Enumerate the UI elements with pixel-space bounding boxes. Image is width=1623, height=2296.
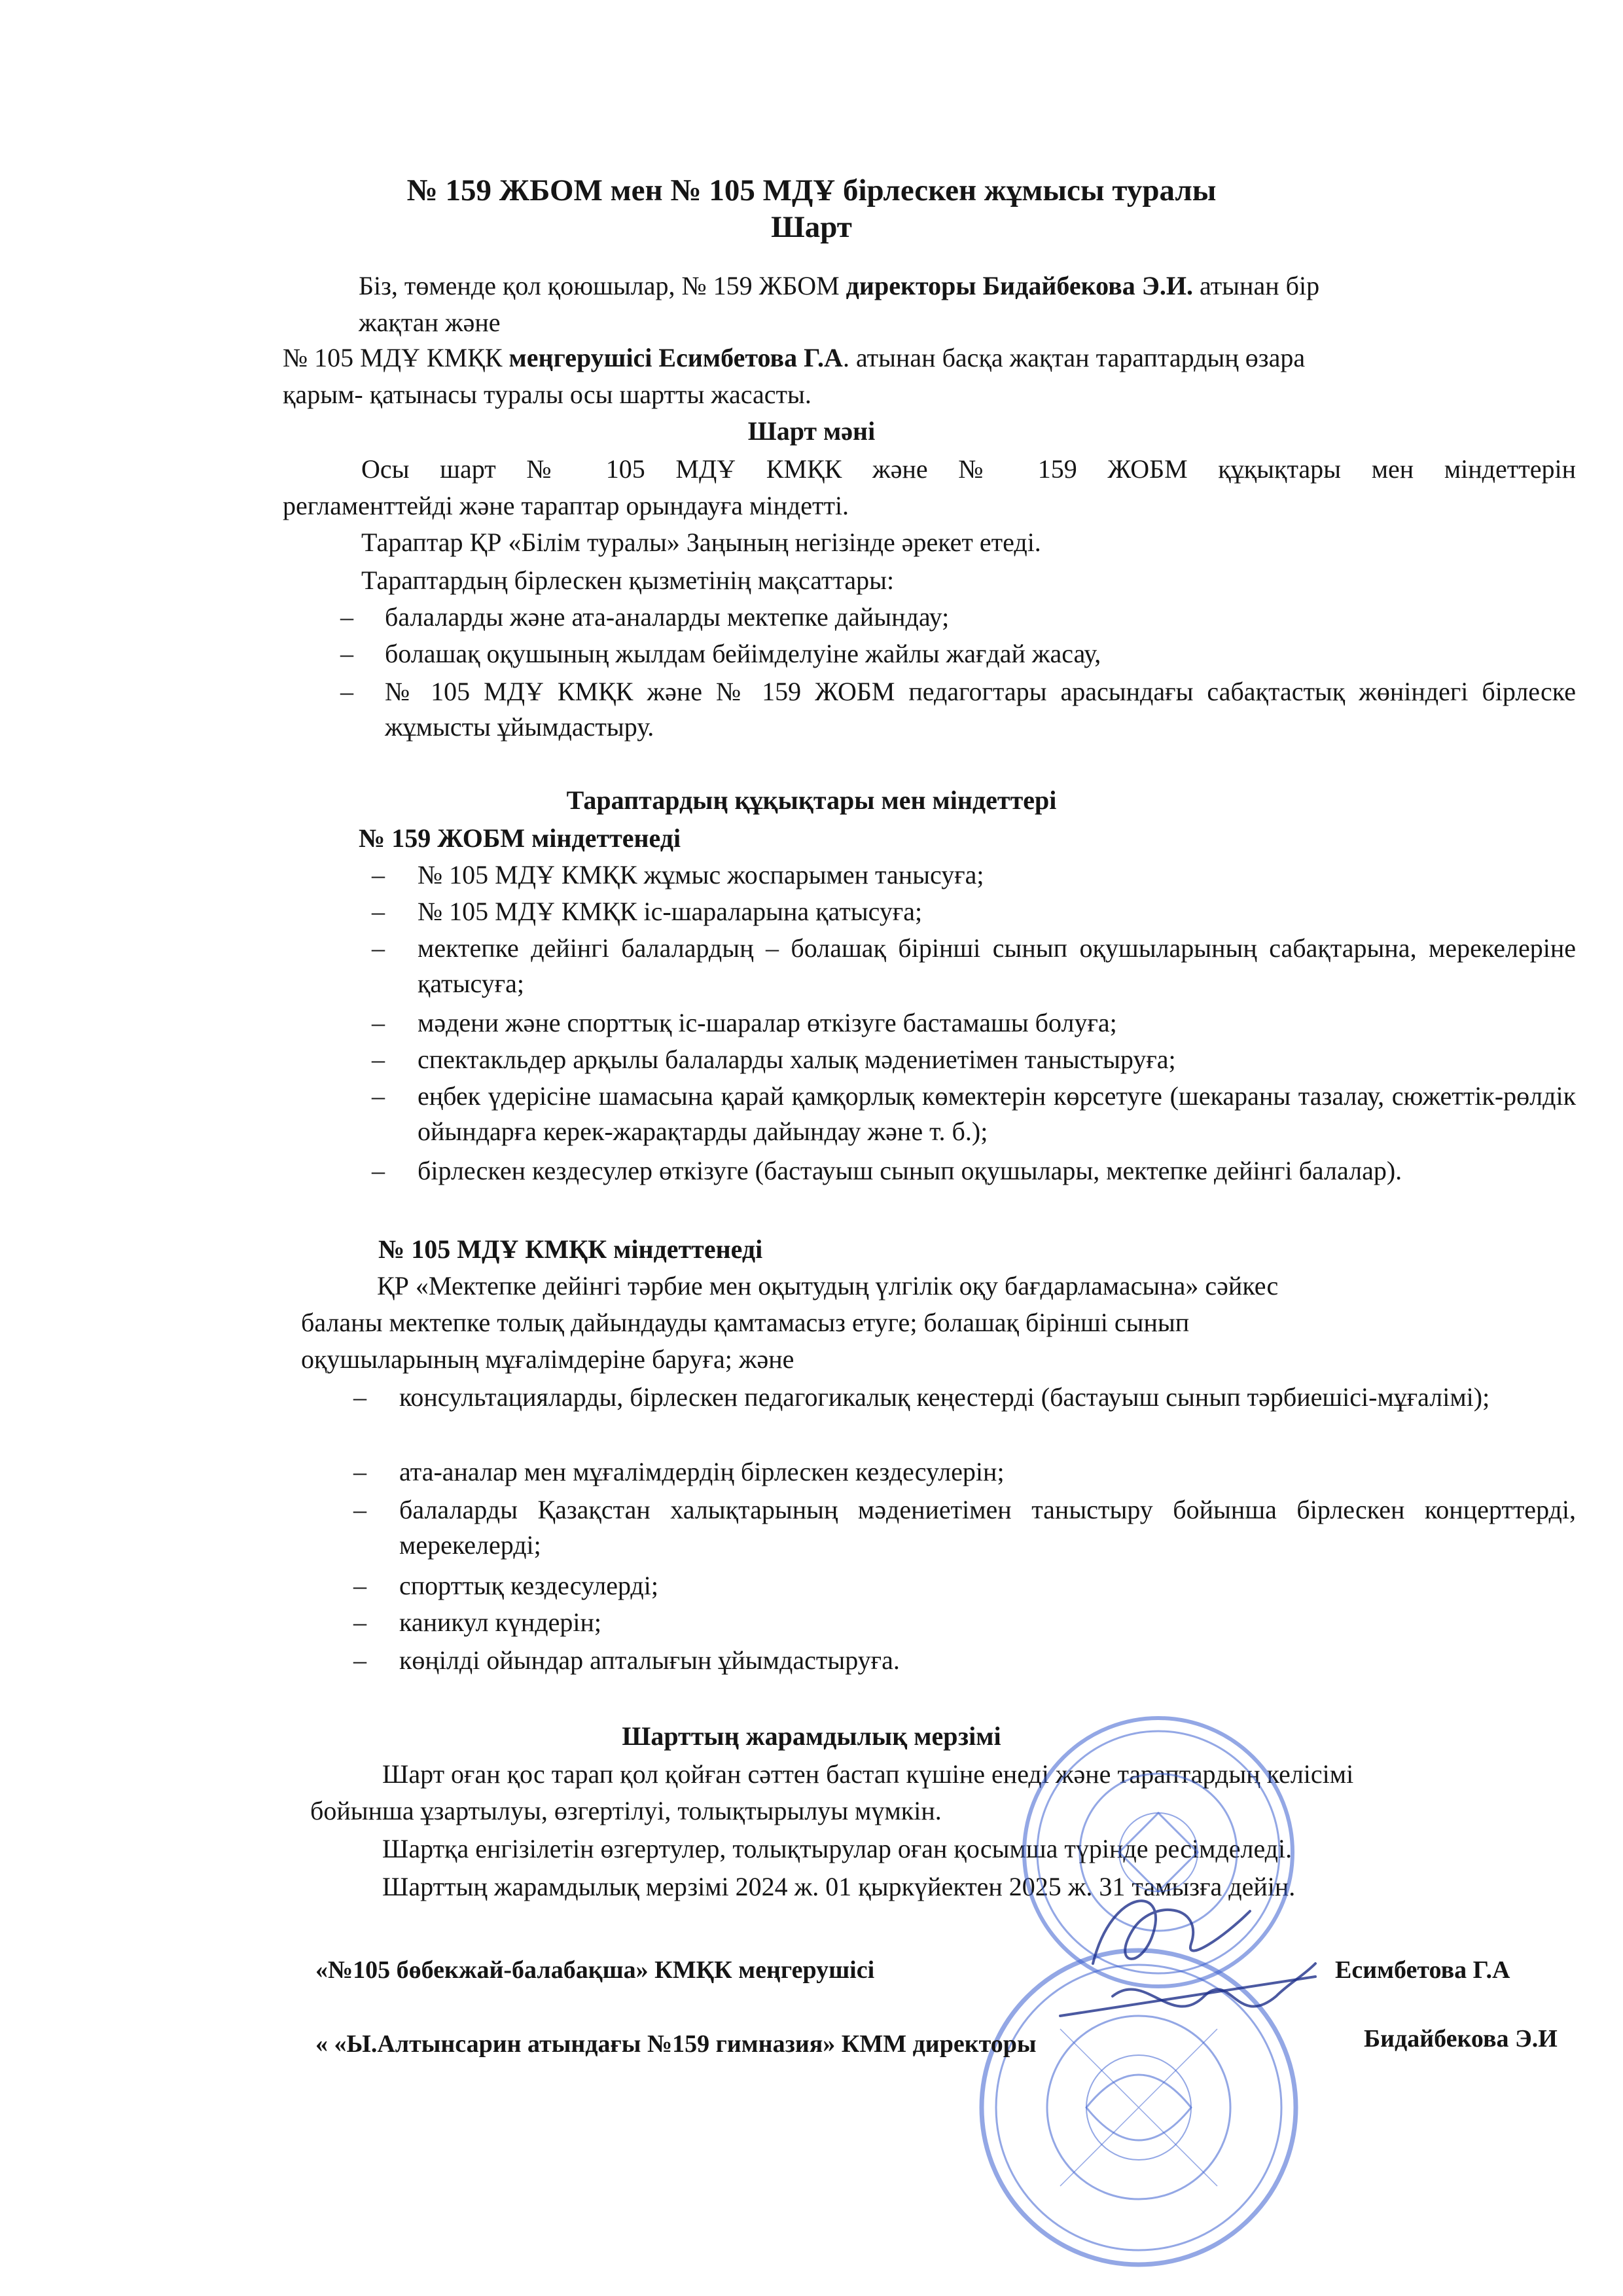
school-obligation-item: – еңбек үдерісіне шамасына қарай қамқорлық көмектерін көрсетуге (шекараны тазалау, сюжеттік-рөлдік ойындарға керек-жарақтарды дайындау және т. б.); bbox=[372, 1081, 1576, 1146]
intro-paragraph-2: № 105 МДҰ КМҚК меңгерушісі Есимбетова Г.А. атынан басқа жақтан тараптардың өзара bbox=[283, 343, 1306, 372]
school-obligation-item: – мектепке дейінгі балалардың – болашақ бірінші сынып оқушыларының сабақтарына, мерекелеріне қатысуға; bbox=[372, 933, 1576, 998]
section-heading-subject: Шарт мәні bbox=[747, 416, 876, 446]
kindergarten-signatory-org: «№105 бөбекжай-балабақша» КМҚК меңгерушісі bbox=[315, 1956, 875, 1984]
kindergarten-obligations-heading: № 105 МДҰ КМҚК міндеттенеді bbox=[378, 1234, 763, 1264]
validity-paragraph-2: Шартқа енгізілетін өзгертулер, толықтырулар оған қосымша түрінде ресімделеді. bbox=[382, 1834, 1293, 1863]
section-heading-rights: Тараптардың құқықтары мен міндеттері bbox=[566, 785, 1057, 815]
goal-item: – балаларды және ата-аналарды мектепке дайындау; bbox=[340, 602, 950, 632]
section-heading-validity: Шарттың жарамдылық мерзімі bbox=[622, 1721, 1001, 1751]
goal-item: – № 105 МДҰ КМҚК және № 159 ЖОБМ педагогтары арасындағы сабақтастық жөніндегі бірлеске жұмысты ұйымдастыру. bbox=[340, 677, 1576, 742]
validity-paragraph-1: Шарт оған қос тарап қол қойған сәттен бастап күшіне енеді және тараптардың келісімі bbox=[382, 1759, 1354, 1789]
school-obligations-heading: № 159 ЖОБМ міндеттенеді bbox=[359, 823, 681, 853]
intro-paragraph-2-cont: қарым- қатынасы туралы осы шартты жасасты. bbox=[283, 380, 812, 409]
school-obligation-item: – бірлескен кездесулер өткізуге (бастауыш сынып оқушылары, мектепке дейінгі балалар). bbox=[372, 1156, 1402, 1185]
kindergarten-obligation-item: – каникул күндерін; bbox=[353, 1607, 602, 1637]
kindergarten-paragraph: ҚР «Мектепке дейінгі тәрбие мен оқытудың үлгілік оқу бағдарламасына» сәйкес bbox=[377, 1271, 1279, 1300]
validity-paragraph-3: Шарттың жарамдылық мерзімі 2024 ж. 01 қыркүйектен 2025 ж. 31 тамызға дейін. bbox=[382, 1872, 1296, 1901]
school-signatory-org: « «Ы.Алтынсарин атындағы №159 гимназия» КММ директоры bbox=[315, 2030, 1037, 2058]
kindergarten-obligation-item: – балаларды Қазақстан халықтарының мәдениетімен таныстыру бойынша бірлескен концерттерді, мерекелерді; bbox=[353, 1495, 1576, 1560]
kindergarten-obligation-item: – консультацияларды, бірлескен педагогикалық кеңестерді (бастауыш сынып тәрбиешісі-мұғалімі); bbox=[353, 1382, 1490, 1412]
school-signatory-name: Бидайбекова Э.И bbox=[1364, 2025, 1558, 2053]
subject-paragraph-3: Тараптардың бірлескен қызметінің мақсаттары: bbox=[361, 565, 895, 595]
kindergarten-obligation-item: – көңілді ойындар апталығын ұйымдастыруға. bbox=[353, 1645, 900, 1675]
kindergarten-obligation-item: – ата-аналар мен мұғалімдердің бірлескен кездесулерін; bbox=[353, 1457, 1005, 1486]
kindergarten-obligation-item: – спорттық кездесулерді; bbox=[353, 1571, 658, 1600]
goal-item: – болашақ оқушының жылдам бейімделуіне жайлы жағдай жасау, bbox=[340, 639, 1101, 668]
subject-paragraph-2: Тараптар ҚР «Білім туралы» Заңының негізінде әрекет етеді. bbox=[361, 528, 1041, 557]
school-obligation-item: – спектакльдер арқылы балаларды халық мәдениетімен таныстыруға; bbox=[372, 1045, 1176, 1074]
intro-paragraph-1-cont: жақтан және bbox=[359, 308, 501, 337]
school-obligation-item: – № 105 МДҰ КМҚК іс-шараларына қатысуға; bbox=[372, 897, 923, 926]
intro-paragraph-1: Біз, төменде қол қоюшылар, № 159 ЖБОМ директоры Бидайбекова Э.И. атынан бір bbox=[359, 271, 1320, 300]
kindergarten-signatory-name: Есимбетова Г.А bbox=[1335, 1956, 1510, 1984]
document-subtitle: Шарт bbox=[771, 210, 852, 244]
official-stamp bbox=[897, 1689, 1394, 2278]
kindergarten-paragraph-cont: баланы мектепке толық дайындауды қамтамасыз етуге; болашақ бірінші сынып bbox=[301, 1308, 1190, 1337]
kindergarten-paragraph-cont: оқушыларының мұғалімдеріне баруға; және bbox=[301, 1344, 794, 1374]
school-obligation-item: – мәдени және спорттық іс-шаралар өткізуге бастамашы болуға; bbox=[372, 1008, 1117, 1037]
document-title: № 159 ЖБОМ мен № 105 МДҰ бірлескен жұмысы туралы bbox=[406, 173, 1217, 207]
validity-paragraph-1-cont: бойынша ұзартылуы, өзгертілуі, толықтырылуы мүмкін. bbox=[310, 1796, 942, 1825]
school-obligation-item: – № 105 МДҰ КМҚК жұмыс жоспарымен танысуға; bbox=[372, 860, 984, 889]
subject-paragraph-1-cont: регламенттейді және тараптар орындауға міндетті. bbox=[283, 491, 849, 520]
subject-paragraph-1: Осы шарт № 105 МДҰ КМҚК және № 159 ЖОБМ құқықтары мен міндеттерін bbox=[361, 454, 1576, 484]
